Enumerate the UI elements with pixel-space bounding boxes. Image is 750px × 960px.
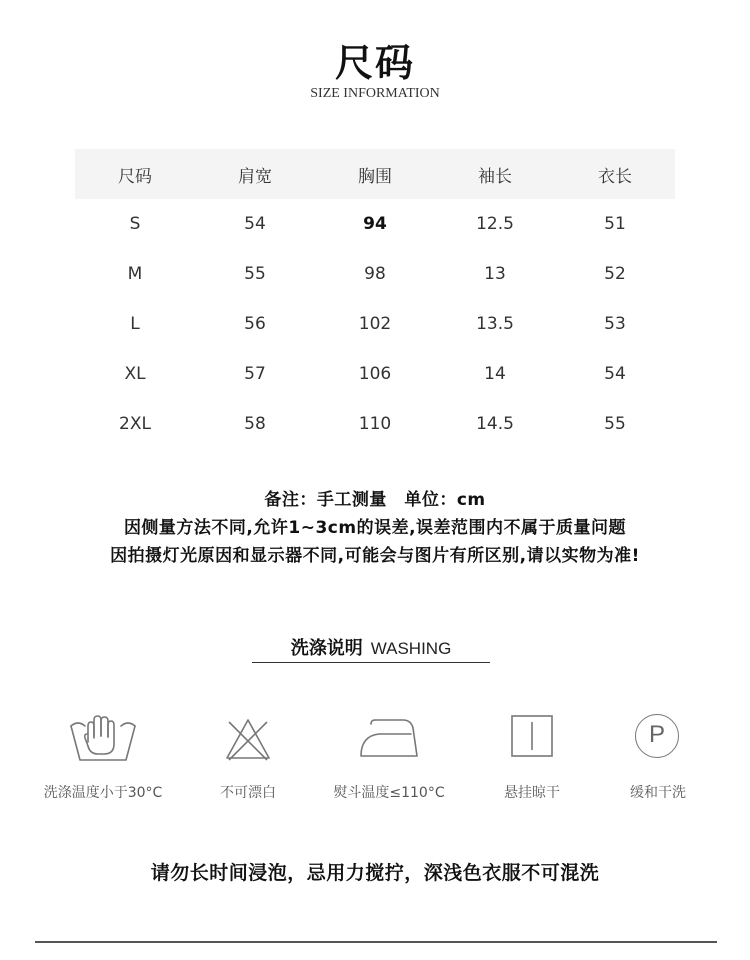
- table-cell: 94: [363, 214, 387, 234]
- washing-title-en: WASHING: [370, 639, 452, 658]
- table-cell: S: [129, 214, 141, 234]
- table-cell: 12.5: [476, 214, 514, 234]
- note-line: 备注：手工测量 单位：cm: [264, 490, 486, 510]
- washing-section-title: [252, 636, 490, 663]
- note-line: 因侧量方法不同,允许1~3cm的误差,误差范围内不属于质量问题: [123, 518, 627, 538]
- table-cell: 58: [244, 414, 266, 434]
- page-subtitle: SIZE INFORMATION: [310, 86, 440, 101]
- table-cell: 102: [358, 314, 392, 334]
- table-cell: 54: [244, 214, 266, 234]
- iron-label: 熨斗温度≤110°C: [333, 785, 445, 801]
- hang-dry-icon: [510, 714, 554, 758]
- table-cell: 55: [244, 264, 266, 284]
- table-row: [75, 299, 675, 349]
- table-cell: M: [127, 264, 143, 284]
- table-cell: 14.5: [476, 414, 514, 434]
- header-cell: 袖长: [478, 166, 512, 187]
- note-line: 因拍摄灯光原因和显示器不同,可能会与图片有所区别,请以实物为准!: [110, 546, 640, 566]
- table-cell: 110: [358, 414, 392, 434]
- care-warning: 请勿长时间浸泡，忌用力搅拧，深浅色衣服不可混洗: [150, 862, 600, 884]
- hand-wash-icon: [68, 712, 138, 764]
- table-cell: 98: [364, 264, 386, 284]
- table-cell: L: [130, 314, 140, 334]
- no-bleach-label: 不可漂白: [220, 785, 276, 801]
- dry-clean-label: 缓和干洗: [630, 785, 686, 801]
- table-header-row: [75, 149, 675, 199]
- table-cell: 14: [484, 364, 506, 384]
- header-cell: 尺码: [118, 166, 152, 187]
- table-cell: 51: [604, 214, 626, 234]
- table-cell: 54: [604, 364, 626, 384]
- hand-wash-label: 洗涤温度小于30°C: [43, 785, 163, 801]
- hang-dry-label: 悬挂晾干: [504, 785, 560, 801]
- table-cell: XL: [124, 364, 146, 384]
- table-row: [75, 349, 675, 399]
- dry-clean-symbol: P: [648, 721, 665, 748]
- header-cell: 衣长: [598, 166, 632, 187]
- size-table: [75, 149, 675, 449]
- table-cell: 55: [604, 414, 626, 434]
- washing-title-cn: 洗涤说明: [290, 638, 363, 659]
- no-bleach-icon: [223, 716, 273, 762]
- table-cell: 56: [244, 314, 266, 334]
- table-cell: 106: [358, 364, 392, 384]
- table-cell: 2XL: [119, 414, 151, 434]
- page-title: 尺码: [334, 41, 415, 85]
- header-cell: 肩宽: [238, 166, 272, 187]
- table-row: [75, 199, 675, 249]
- table-cell: 53: [604, 314, 626, 334]
- table-cell: 13: [484, 264, 506, 284]
- bottom-divider: [35, 941, 717, 943]
- measurement-notes: [0, 486, 750, 570]
- table-cell: 52: [604, 264, 626, 284]
- dry-clean-icon: [635, 714, 679, 758]
- iron-icon: [357, 716, 421, 760]
- header-cell: 胸围: [358, 166, 392, 187]
- table-row: [75, 399, 675, 449]
- table-cell: 57: [244, 364, 266, 384]
- table-row: [75, 249, 675, 299]
- table-cell: 13.5: [476, 314, 514, 334]
